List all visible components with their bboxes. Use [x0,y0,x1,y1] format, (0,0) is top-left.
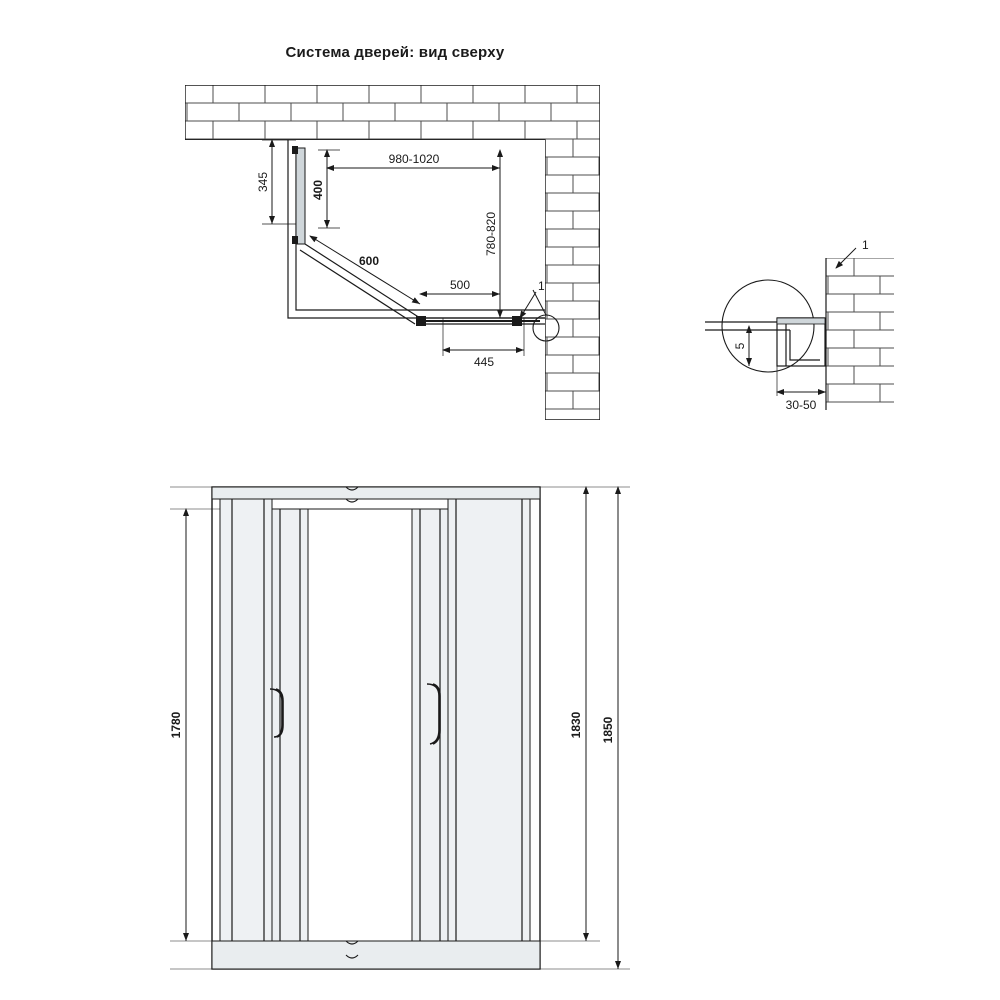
dimension-780-820 [484,150,500,318]
dimension-label-980-1020: 980-1020 [388,152,440,166]
detail-view-group [705,238,894,412]
detail-glass-edge [777,318,825,324]
dimension-445 [443,318,524,369]
dimension-label-1830: 1830 [569,711,583,739]
dimension-600 [310,236,420,304]
dimension-30-50 [777,366,826,412]
callout-label-1-top: 1 [538,279,545,293]
detail-profile [705,318,825,366]
dimension-1780 [169,509,186,941]
dimension-345 [256,140,296,224]
brick-wall [185,85,600,420]
dimension-500 [420,278,500,294]
drawing-title: Система дверей: вид сверху [285,44,505,61]
glass-panel-center [308,509,412,941]
dimension-label-1780: 1780 [169,711,183,739]
dimension-label-1850: 1850 [601,716,615,744]
glass-panel-fixed-right [448,499,530,941]
detail-brick-wall [826,258,894,410]
callout-1-top [520,279,545,318]
dimension-label-400: 400 [311,179,325,201]
glass-panel-slider-left [272,509,308,941]
dimension-label-30-50: 30-50 [785,398,817,412]
dimension-1850 [601,487,618,969]
dimension-label-345: 345 [256,171,270,193]
detail-magnifier-circle [722,280,814,372]
dimension-980-1020 [327,152,500,168]
front-top-rail [212,487,540,499]
dimension-label-5: 5 [733,342,747,350]
dimension-5 [733,326,749,366]
dimension-label-600: 600 [358,254,380,268]
front-view-group [169,487,630,969]
dimension-1830 [569,487,586,941]
dimension-label-445: 445 [473,355,495,369]
dimension-400 [311,150,340,228]
dimension-label-780-820: 780-820 [484,211,498,257]
front-glass-panels [220,499,530,941]
top-view-group [185,85,600,420]
glass-panel-slider-right [412,509,448,941]
callout-label-1-detail: 1 [862,238,869,252]
front-bottom-rail [212,941,540,969]
dimension-label-500: 500 [449,278,471,292]
